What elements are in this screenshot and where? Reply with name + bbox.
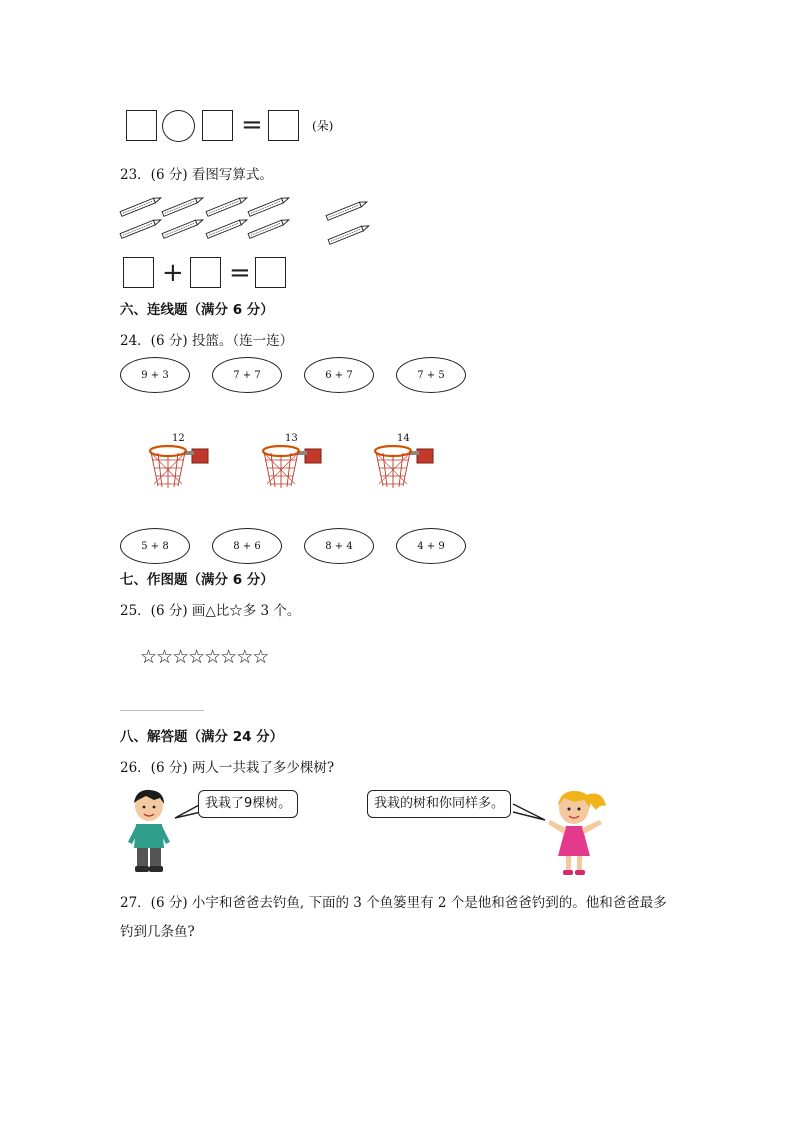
bottom-oval-1[interactable]	[120, 528, 190, 564]
top-oval-3[interactable]	[304, 357, 374, 393]
boy-speech-bubble: 我栽了9棵树。	[198, 790, 298, 818]
top-oval-1[interactable]	[120, 357, 190, 393]
boy-illustration	[124, 786, 176, 878]
pencil-icon	[328, 224, 370, 245]
girl-illustration	[540, 786, 612, 880]
basketball-hoop-icon[interactable]	[261, 440, 325, 492]
pencil-icon	[162, 218, 204, 239]
plus-sign: +	[162, 258, 184, 288]
pencil-icon	[326, 200, 368, 221]
divider	[120, 710, 204, 711]
bottom-oval-2[interactable]	[212, 528, 282, 564]
pencil-icon	[162, 196, 204, 217]
bottom-oval-3[interactable]	[304, 528, 374, 564]
hoop-number-14: 14	[397, 433, 410, 444]
expression: 4 + 9	[417, 540, 445, 552]
equals-sign: =	[229, 258, 251, 288]
question-27-line-1: 27．(6 分) 小宇和爸爸去钓鱼, 下面的 3 个鱼篓里有 2 个是他和爸爸钓到的。他和爸爸最多	[120, 895, 667, 911]
question-26-text: 26．(6 分) 两人一共栽了多少棵树?	[120, 760, 335, 776]
section-7-title: 七、作图题（满分 6 分）	[120, 572, 274, 588]
section-8-title: 八、解答题（满分 24 分）	[120, 729, 284, 745]
pencil-icon	[206, 218, 248, 239]
question-24-text: 24．(6 分) 投篮。（连一连）	[120, 333, 294, 349]
expression: 7 + 7	[233, 369, 261, 381]
basketball-hoop-icon[interactable]	[373, 440, 437, 492]
question-23-text: 23．(6 分) 看图写算式。	[120, 167, 273, 183]
expression: 8 + 4	[325, 540, 353, 552]
answer-box-1[interactable]	[123, 257, 154, 288]
bottom-oval-4[interactable]	[396, 528, 466, 564]
answer-box-2[interactable]	[202, 110, 233, 141]
top-oval-4[interactable]	[396, 357, 466, 393]
answer-box-result[interactable]	[268, 110, 299, 141]
pencil-icon	[248, 218, 290, 239]
unit-label: (朵)	[312, 119, 334, 133]
expression: 5 + 8	[141, 540, 169, 552]
section-6-title: 六、连线题（满分 6 分）	[120, 302, 274, 318]
basketball-hoop-icon[interactable]	[148, 440, 212, 492]
top-oval-2[interactable]	[212, 357, 282, 393]
answer-box-result[interactable]	[255, 257, 286, 288]
pencil-icon	[248, 196, 290, 217]
expression: 6 + 7	[325, 369, 353, 381]
stars-row: ☆☆☆☆☆☆☆☆	[140, 646, 269, 668]
equals-sign: =	[241, 110, 263, 140]
question-25-text: 25．(6 分) 画△比☆多 3 个。	[120, 603, 301, 619]
operator-circle[interactable]	[162, 110, 195, 142]
expression: 7 + 5	[417, 369, 445, 381]
expression: 9 + 3	[141, 369, 169, 381]
pencil-icon	[120, 196, 162, 217]
question-27-line-2: 钓到几条鱼?	[120, 924, 195, 940]
hoop-number-12: 12	[172, 433, 185, 444]
pencil-icon	[206, 196, 248, 217]
hoop-number-13: 13	[285, 433, 298, 444]
pencil-icon	[120, 218, 162, 239]
answer-box-2[interactable]	[190, 257, 221, 288]
answer-box-1[interactable]	[126, 110, 157, 141]
expression: 8 + 6	[233, 540, 261, 552]
pencils-illustration	[115, 192, 375, 248]
girl-speech-bubble: 我栽的树和你同样多。	[367, 790, 511, 818]
